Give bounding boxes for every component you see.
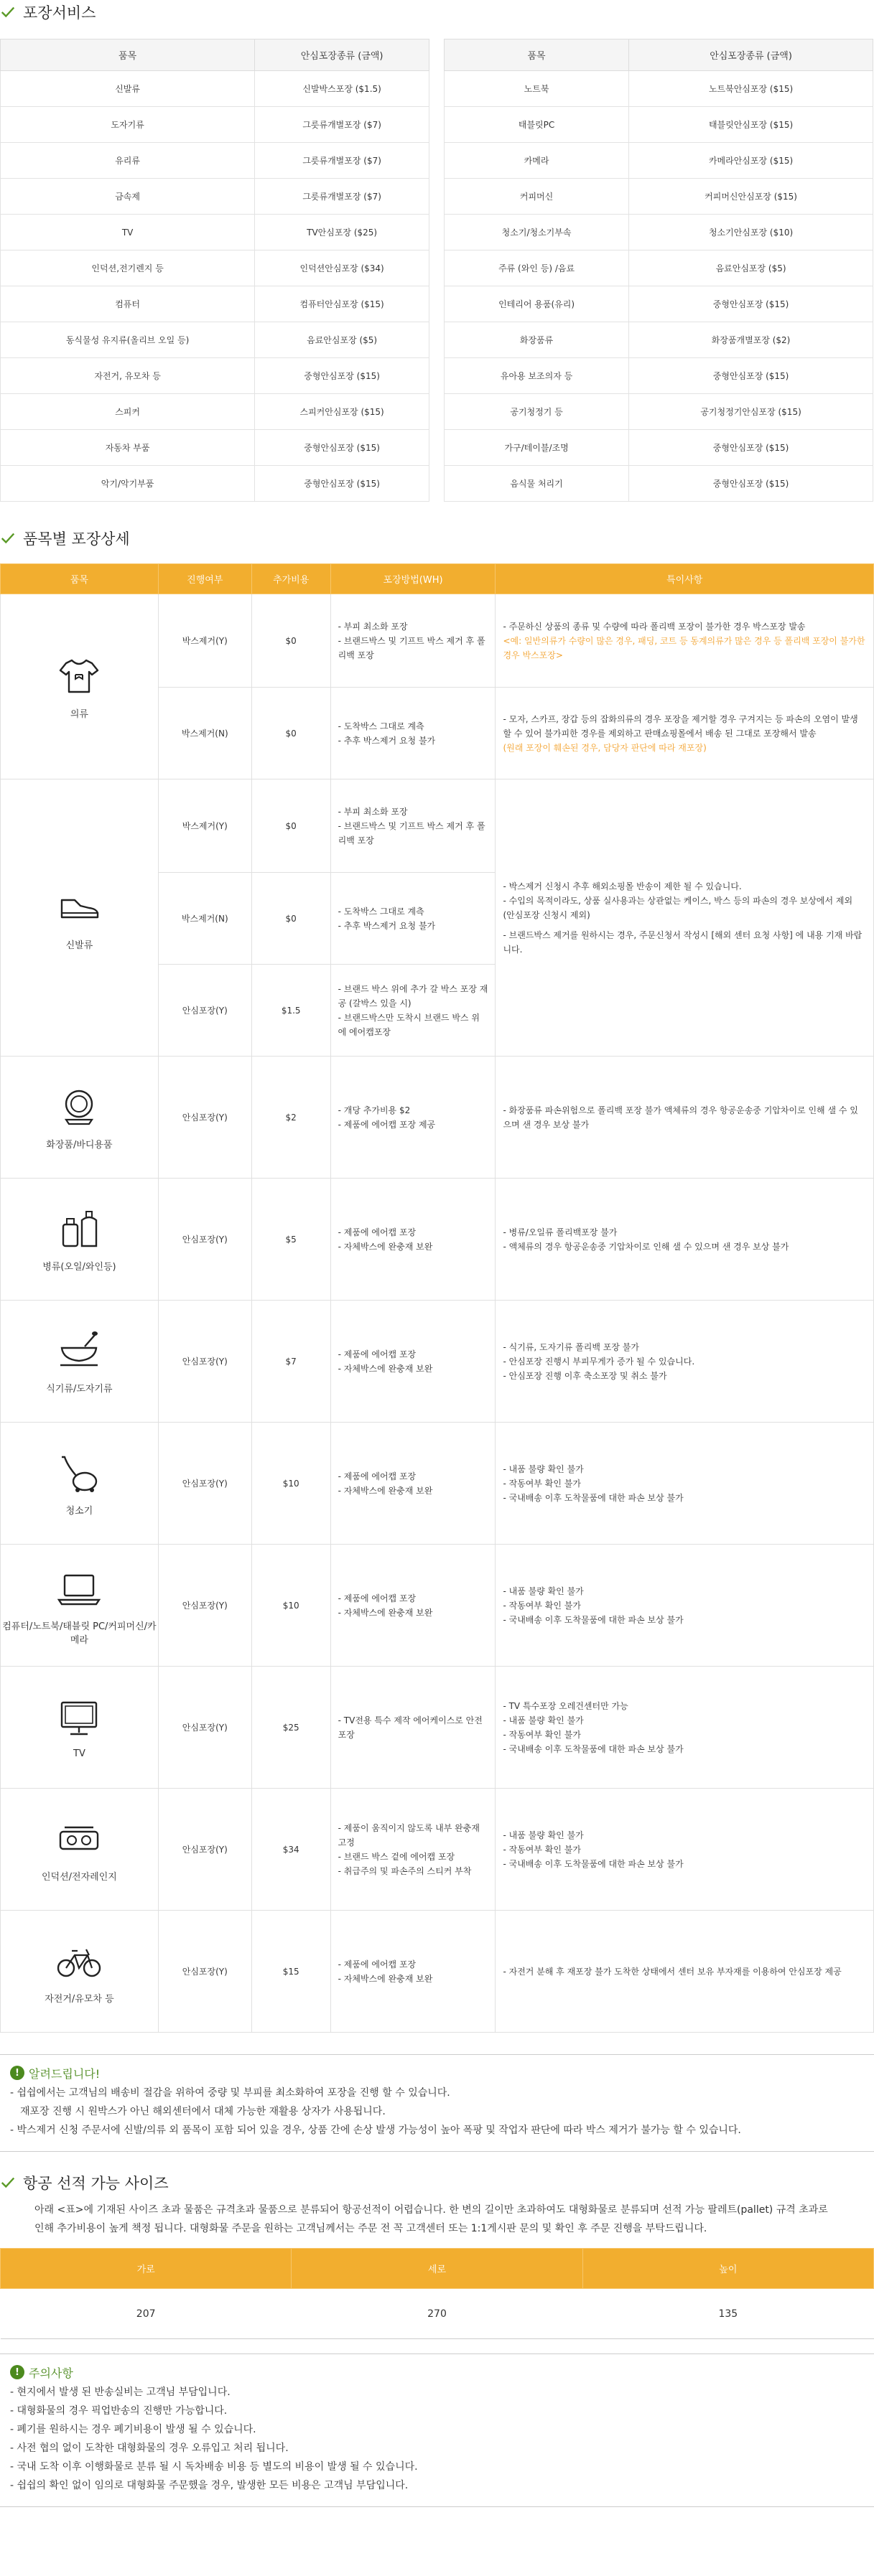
- table-row: [1, 143, 429, 179]
- item-cell: 인테리어 용품(유리): [445, 286, 629, 322]
- item-cell: 금속제: [1, 179, 255, 215]
- caution-line: - 쉽쉽의 확인 없이 임의로 대형화물 주문했을 경우, 발생한 모든 비용은 고객님 부담입니다.: [10, 2480, 409, 2491]
- status-cell: 박스제거(Y): [158, 594, 251, 688]
- col-header-depth: 세로: [292, 2249, 582, 2289]
- notes-cell: - 자전거 분해 후 재포장 불가 도착한 상태에서 센터 보유 부자재를 이용하여 안심포장 제공: [496, 1911, 874, 2033]
- item-cell: 음식물 처리기: [445, 466, 629, 502]
- category-vacuum: [1, 1423, 159, 1545]
- packaging-service-section: [0, 0, 874, 502]
- method-cell: - 도착박스 그대로 계측 - 추후 박스제거 요청 불가: [330, 688, 496, 779]
- table-row: [1, 107, 429, 143]
- item-cell: 동식물성 유지류(올리브 오일 등): [1, 322, 255, 358]
- bottle-icon: [56, 1206, 102, 1252]
- cost-cell: $25: [251, 1667, 330, 1789]
- item-cell: 자동차 부품: [1, 430, 255, 466]
- item-cell: 스피커: [1, 394, 255, 430]
- table-row: [445, 358, 873, 394]
- table-row: [1, 1667, 874, 1789]
- compact-mirror-icon: [56, 1084, 102, 1130]
- caution-line: - 폐기를 원하시는 경우 폐기비용이 발생 될 수 있습니다.: [10, 2424, 256, 2435]
- category-bicycle: [1, 1911, 159, 2033]
- method-cell: - 제품에 에어캡 포장 - 자체박스에 완충재 보완: [330, 1301, 496, 1423]
- package-cell: 그릇류개별포장 ($7): [255, 179, 429, 215]
- item-cell: 유아용 보조의자 등: [445, 358, 629, 394]
- col-header-height: 높이: [582, 2249, 873, 2289]
- section-title-text: 포장서비스: [23, 4, 96, 22]
- cost-cell: $1.5: [251, 965, 330, 1057]
- category-label: TV: [73, 1748, 85, 1759]
- method-cell: - 부피 최소화 포장 - 브랜드박스 및 기프트 박스 제거 후 폴리백 포장: [330, 779, 496, 873]
- notice-title: 알려드립니다!: [29, 2066, 101, 2081]
- bicycle-icon: [56, 1938, 102, 1984]
- detail-table: [0, 563, 874, 2033]
- package-cell: 중형안심포장 ($15): [255, 466, 429, 502]
- category-label: 청소기: [65, 1506, 93, 1517]
- table-row: [1, 466, 429, 502]
- category-label: 인덕션/전자레인지: [41, 1872, 117, 1883]
- status-cell: 안심포장(Y): [158, 1301, 251, 1423]
- category-clothing: [1, 594, 159, 779]
- category-label: 신발류: [65, 940, 93, 951]
- method-cell: - 제품이 움직이지 않도록 내부 완충재 고정 - 브랜드 박스 겉에 에어캡 포장 - 취급주의 및 파손주의 스티커 부착: [330, 1789, 496, 1911]
- caution-line: - 사전 협의 없이 도착한 대형화물의 경우 오류입고 처리 됩니다.: [10, 2442, 289, 2454]
- package-cell: 중형안심포장 ($15): [255, 358, 429, 394]
- size-height: 135: [582, 2289, 873, 2339]
- package-cell: 노트북안심포장 ($15): [629, 71, 873, 107]
- col-header-method: 포장방법(WH): [330, 564, 496, 594]
- table-row: [1, 1301, 874, 1423]
- package-cell: 음료안심포장 ($5): [629, 250, 873, 286]
- col-header-item: 품목: [445, 39, 629, 71]
- notice-line: 재포장 진행 시 원박스가 아닌 해외센터에서 대체 가능한 재활용 상자가 사용됩니다.: [20, 2106, 386, 2117]
- package-cell: 중형안심포장 ($15): [629, 358, 873, 394]
- category-label: 화장품/바디용품: [46, 1140, 113, 1151]
- service-table-left: [0, 39, 429, 502]
- table-row: [1, 286, 429, 322]
- caution-title: 주의사항: [29, 2366, 73, 2380]
- induction-icon: [56, 1816, 102, 1862]
- method-cell: - 부피 최소화 포장 - 브랜드박스 및 기프트 박스 제거 후 폴리백 포장: [330, 594, 496, 688]
- item-cell: TV: [1, 215, 255, 250]
- item-cell: 커피머신: [445, 179, 629, 215]
- status-cell: 박스제거(Y): [158, 779, 251, 873]
- package-cell: TV안심포장 ($25): [255, 215, 429, 250]
- package-cell: 화장품개별포장 ($2): [629, 322, 873, 358]
- caution-line: - 국내 도착 이후 이행화물로 분류 될 시 독차배송 비용 등 별도의 비용이 발생 될 수 있습니다.: [10, 2461, 418, 2473]
- table-row: [445, 179, 873, 215]
- bowl-icon: [56, 1328, 102, 1374]
- category-computer: [1, 1545, 159, 1667]
- package-cell: 컴퓨터안심포장 ($15): [255, 286, 429, 322]
- notice-heading: [10, 2062, 874, 2084]
- table-row: [1, 1057, 874, 1179]
- category-label: 식기류/도자기류: [46, 1384, 113, 1395]
- detail-section: [0, 526, 874, 2033]
- section-title-text: 품목별 포장상세: [23, 530, 130, 548]
- item-cell: 주류 (와인 등) /음료: [445, 250, 629, 286]
- notes-cell: - 병류/오일류 폴리백포장 불가 - 액체류의 경우 항공운송중 기압차이로 인해 샐 수 있으며 샌 경우 보상 불가: [496, 1179, 874, 1301]
- method-cell: - 제품에 에어캡 포장 - 자체박스에 완충재 보완: [330, 1545, 496, 1667]
- table-row: [1, 1545, 874, 1667]
- package-cell: 인덕션안심포장 ($34): [255, 250, 429, 286]
- col-header-status: 진행여부: [158, 564, 251, 594]
- package-cell: 공기청정기안심포장 ($15): [629, 394, 873, 430]
- method-cell: - 개당 추가비용 $2 - 제품에 에어캡 포장 제공: [330, 1057, 496, 1179]
- status-cell: 박스제거(N): [158, 688, 251, 779]
- package-cell: 그릇류개별포장 ($7): [255, 107, 429, 143]
- status-cell: 안심포장(Y): [158, 1057, 251, 1179]
- package-cell: 중형안심포장 ($15): [629, 430, 873, 466]
- check-icon: [0, 4, 16, 20]
- notes-cell: - 화장품류 파손위험으로 폴리백 포장 불가 액체류의 경우 항공운송중 기압차이로 인해 샐 수 있으며 샌 경우 보상 불가: [496, 1057, 874, 1179]
- cost-cell: $0: [251, 688, 330, 779]
- caution-line: - 현지에서 발생 된 반송실비는 고객님 부담입니다.: [10, 2387, 231, 2398]
- package-cell: 중형안심포장 ($15): [629, 466, 873, 502]
- table-row: [445, 215, 873, 250]
- item-cell: 공기청정기 등: [445, 394, 629, 430]
- notes-cell: - TV 특수포장 오레건센터만 가능 - 내품 불량 확인 불가 - 작동여부 확인 불가 - 국내배송 이후 도착물품에 대한 파손 보상 불가: [496, 1667, 874, 1789]
- size-depth: 270: [292, 2289, 582, 2339]
- exclamation-icon: !: [10, 2066, 24, 2080]
- package-cell: 스피커안심포장 ($15): [255, 394, 429, 430]
- item-cell: 카메라: [445, 143, 629, 179]
- package-cell: 중형안심포장 ($15): [255, 430, 429, 466]
- section-title-air-size: [0, 2170, 874, 2195]
- caution-heading: [10, 2361, 874, 2383]
- col-header-package-type: 안심포장종류 (금액): [255, 39, 429, 71]
- cost-cell: $10: [251, 1545, 330, 1667]
- cost-cell: $5: [251, 1179, 330, 1301]
- item-cell: 자전거, 유모차 등: [1, 358, 255, 394]
- method-cell: - 도착박스 그대로 계측 - 추후 박스제거 요청 불가: [330, 873, 496, 965]
- table-row: [445, 430, 873, 466]
- air-size-description: 아래 <표>에 기재된 사이즈 초과 물품은 규격초과 물품으로 분류되어 항공선적이 어렵습니다. 한 변의 길이만 초과하여도 대형화물로 분류되며 선적 가능 팔레트(pallet) 규격 초과로 인해 추가비용이 높게 책정 됩니다. 대형화물 주문을 원하는 고객님께서는 주문 전 꼭 고객센터 또는 1:1게시판 문의 및 확인 후 주문 진행을 부탁드립니다.: [34, 2204, 828, 2234]
- category-label: 의류: [70, 709, 88, 720]
- status-cell: 안심포장(Y): [158, 1545, 251, 1667]
- status-cell: 안심포장(Y): [158, 965, 251, 1057]
- table-row: [1, 1423, 874, 1545]
- method-cell: - TV전용 특수 제작 에어케이스로 안전포장: [330, 1667, 496, 1789]
- caution-line: - 대형화물의 경우 픽업반송의 진행만 가능합니다.: [10, 2405, 228, 2417]
- table-row: [445, 107, 873, 143]
- col-header-cost: 추가비용: [251, 564, 330, 594]
- method-cell: - 브랜드 박스 위에 추가 갈 박스 포장 재공 (갈박스 있을 시) - 브랜드박스만 도착시 브랜드 박스 위에 에어캡포장: [330, 965, 496, 1057]
- section-title-text: 항공 선적 가능 사이즈: [23, 2175, 169, 2192]
- item-cell: 신발류: [1, 71, 255, 107]
- table-row: [1, 215, 429, 250]
- status-cell: 박스제거(N): [158, 873, 251, 965]
- status-cell: 안심포장(Y): [158, 1789, 251, 1911]
- table-row: [445, 466, 873, 502]
- item-cell: 청소기/청소기부속: [445, 215, 629, 250]
- col-header-item: 품목: [1, 39, 255, 71]
- table-row: [445, 322, 873, 358]
- method-cell: - 제품에 에어캡 포장 - 자체박스에 완충재 보완: [330, 1911, 496, 2033]
- item-cell: 노트북: [445, 71, 629, 107]
- notes-cell: - 박스제거 신청시 추후 해외소핑몰 반송이 제한 될 수 있습니다. - 수입의 목적이라도, 상품 실사용과는 상관없는 케이스, 박스 등의 파손의 경우 보상에서 제외 (안심포장 신청시 제외) - 브랜드박스 제거를 원하시는 경우, 주문신청서 작성시 [해외 센터 요청 사항] 에 내용 기재 바랍니다.: [496, 779, 874, 1057]
- section-title-packaging-service: [0, 0, 874, 24]
- category-shoes: [1, 779, 159, 1057]
- table-row: [1, 1179, 874, 1301]
- package-cell: 음료안심포장 ($5): [255, 322, 429, 358]
- package-cell: 청소기안심포장 ($10): [629, 215, 873, 250]
- notes-cell: - 모자, 스카프, 장갑 등의 잡화의류의 경우 포장을 제거할 경우 구겨지는 등 파손의 오염이 발생할 수 있어 불가피한 경우를 제외하고 판매쇼핑몰에서 배송 된 그대로 포장해서 발송 (원래 포장이 훼손된 경우, 담당자 판단에 따라 재포장): [496, 688, 874, 779]
- package-cell: 중형안심포장 ($15): [629, 286, 873, 322]
- package-cell: 그릇류개별포장 ($7): [255, 143, 429, 179]
- package-cell: 태블릿안심포장 ($15): [629, 107, 873, 143]
- item-cell: 태블릿PC: [445, 107, 629, 143]
- service-table-right: [444, 39, 873, 502]
- cost-cell: $7: [251, 1301, 330, 1423]
- table-row: [1, 250, 429, 286]
- category-dishes: [1, 1301, 159, 1423]
- status-cell: 안심포장(Y): [158, 1423, 251, 1545]
- category-label: 컴퓨터/노트북/태블릿 PC/커피머신/카메라: [2, 1621, 157, 1646]
- category-label: 병류(오일/와인등): [42, 1262, 116, 1273]
- item-cell: 화장품류: [445, 322, 629, 358]
- status-cell: 안심포장(Y): [158, 1179, 251, 1301]
- cost-cell: $0: [251, 594, 330, 688]
- caution-box: [0, 2353, 874, 2507]
- col-header-package-type: 안심포장종류 (금액): [629, 39, 873, 71]
- category-tv: [1, 1667, 159, 1789]
- method-cell: - 제품에 에어캡 포장 - 자체박스에 완충재 보완: [330, 1423, 496, 1545]
- section-title-detail: [0, 526, 874, 551]
- table-row: [445, 394, 873, 430]
- package-cell: 카메라안심포장 ($15): [629, 143, 873, 179]
- cost-cell: $34: [251, 1789, 330, 1911]
- table-row: [445, 71, 873, 107]
- item-cell: 가구/테이블/조명: [445, 430, 629, 466]
- check-icon: [0, 530, 16, 546]
- table-row: [1, 1789, 874, 1911]
- category-label: 자전거/유모차 등: [45, 1994, 114, 2005]
- notes-cell: - 내품 불량 확인 불가 - 작동여부 확인 불가 - 국내배송 이후 도착물품에 대한 파손 보상 불가: [496, 1545, 874, 1667]
- cost-cell: $2: [251, 1057, 330, 1179]
- category-induction: [1, 1789, 159, 1911]
- package-cell: 커피머신안심포장 ($15): [629, 179, 873, 215]
- status-cell: 안심포장(Y): [158, 1911, 251, 2033]
- method-cell: - 제품에 에어캡 포장 - 자체박스에 완충재 보완: [330, 1179, 496, 1301]
- cost-cell: $10: [251, 1423, 330, 1545]
- item-cell: 인덕션,전기렌지 등: [1, 250, 255, 286]
- cost-cell: $0: [251, 779, 330, 873]
- cost-cell: $0: [251, 873, 330, 965]
- table-row: [1, 71, 429, 107]
- vacuum-icon: [56, 1450, 102, 1496]
- notice-line: - 박스제거 신청 주문서에 신발/의류 외 품목이 포함 되어 있을 경우, 상품 간에 손상 발생 가능성이 높아 폭팡 및 작업자 판단에 따라 박스 제거가 불가능 할 수 있습니다.: [10, 2125, 741, 2136]
- tshirt-icon: [56, 653, 102, 699]
- notice-line: - 쉽쉽에서는 고객님의 배송비 절감을 위하여 중량 및 부피를 최소화하여 포장을 진행 할 수 있습니다.: [10, 2087, 450, 2099]
- table-row: [1, 594, 874, 688]
- table-row: [1, 2289, 874, 2339]
- laptop-icon: [56, 1565, 102, 1611]
- shoe-icon: [56, 884, 102, 930]
- tv-icon: [56, 1695, 102, 1741]
- item-cell: 컴퓨터: [1, 286, 255, 322]
- notes-cell: - 내품 불량 확인 불가 - 작동여부 확인 불가 - 국내배송 이후 도착물품에 대한 파손 보상 불가: [496, 1423, 874, 1545]
- item-cell: 도자기류: [1, 107, 255, 143]
- package-cell: 신발박스포장 ($1.5): [255, 71, 429, 107]
- category-cosmetics: [1, 1057, 159, 1179]
- table-row: [1, 179, 429, 215]
- size-width: 207: [1, 2289, 292, 2339]
- table-row: [1, 358, 429, 394]
- notes-cell: - 내품 불량 확인 불가 - 작동여부 확인 불가 - 국내배송 이후 도착물품에 대한 파손 보상 불가: [496, 1789, 874, 1911]
- item-cell: 유리류: [1, 143, 255, 179]
- col-header-notes: 특이사항: [496, 564, 874, 594]
- category-bottles: [1, 1179, 159, 1301]
- cost-cell: $15: [251, 1911, 330, 2033]
- notice-box: [0, 2054, 874, 2152]
- table-row: [1, 394, 429, 430]
- table-row: [1, 322, 429, 358]
- item-cell: 악기/악기부품: [1, 466, 255, 502]
- check-icon: [0, 2175, 16, 2191]
- table-row: [445, 250, 873, 286]
- notes-cell: - 식기류, 도자기류 폴리백 포장 불가 - 안심포장 진행시 부피무게가 증가 될 수 있습니다. - 안심포장 진행 이후 축소포장 및 취소 불가: [496, 1301, 874, 1423]
- exclamation-icon: !: [10, 2365, 24, 2379]
- table-row: [1, 430, 429, 466]
- table-row: [445, 286, 873, 322]
- air-size-table: [0, 2248, 874, 2339]
- table-row: [1, 779, 874, 873]
- notes-cell: - 주문하신 상품의 종류 및 수량에 따라 폴리백 포장이 불가한 경우 박스포장 발송 <예: 일반의류가 수량이 많은 경우, 패딩, 코트 등 동계의류가 많은 경우 등 폴리백 포장이 불가한 경우 박스포장>: [496, 594, 874, 688]
- table-row: [445, 143, 873, 179]
- status-cell: 안심포장(Y): [158, 1667, 251, 1789]
- table-row: [1, 1911, 874, 2033]
- col-header-item: 품목: [1, 564, 159, 594]
- col-header-width: 가로: [1, 2249, 292, 2289]
- air-size-section: [0, 2170, 874, 2339]
